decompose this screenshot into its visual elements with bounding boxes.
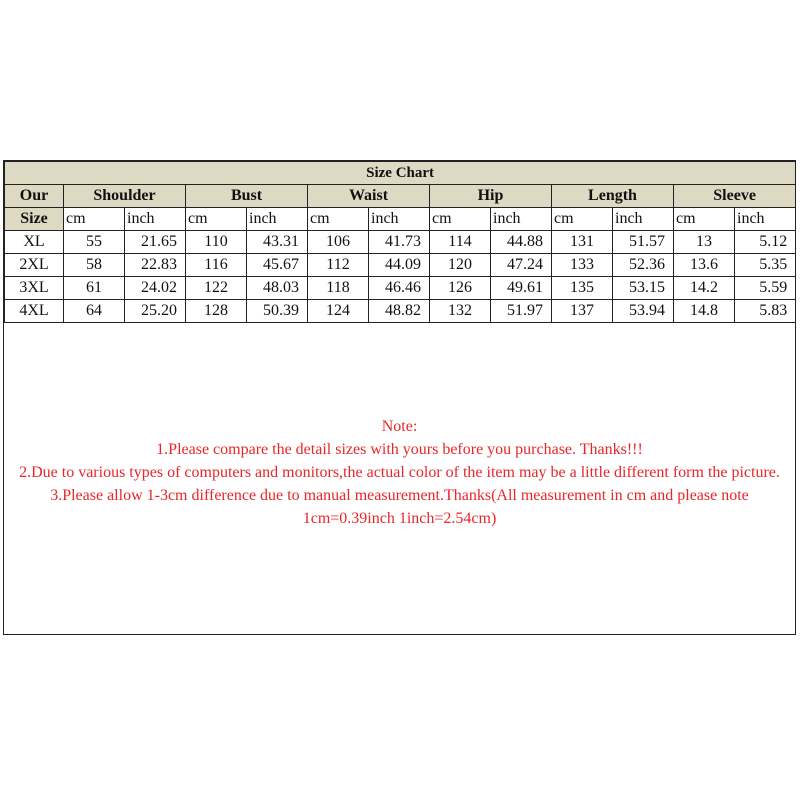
unit-cm: cm <box>64 208 125 231</box>
inch-value-cell: 5.59 <box>735 277 796 300</box>
table-row <box>5 254 796 277</box>
inch-value-cell: 46.46 <box>369 277 430 300</box>
size-cell: 2XL <box>5 254 64 277</box>
cm-value-cell: 106 <box>308 231 369 254</box>
inch-value-cell: 44.09 <box>369 254 430 277</box>
size-cell: XL <box>5 231 64 254</box>
note-line-2: 2.Due to various types of computers and monitors,the actual color of the item may be a little different form the picture. <box>19 464 780 481</box>
cm-value-cell: 64 <box>64 300 125 323</box>
cm-value-cell: 55 <box>64 231 125 254</box>
cm-value-cell: 128 <box>186 300 247 323</box>
cm-value-cell: 131 <box>552 231 613 254</box>
cm-value-cell: 110 <box>186 231 247 254</box>
inch-value-cell: 25.20 <box>125 300 186 323</box>
cm-value-cell: 14.2 <box>674 277 735 300</box>
inch-value-cell: 50.39 <box>247 300 308 323</box>
cm-value-cell: 118 <box>308 277 369 300</box>
inch-value-cell: 5.35 <box>735 254 796 277</box>
inch-value-cell: 24.02 <box>125 277 186 300</box>
cm-value-cell: 137 <box>552 300 613 323</box>
inch-value-cell: 21.65 <box>125 231 186 254</box>
waist-header: Waist <box>308 185 430 208</box>
length-header: Length <box>552 185 674 208</box>
unit-inch: inch <box>125 208 186 231</box>
unit-cm: cm <box>552 208 613 231</box>
hip-header: Hip <box>430 185 552 208</box>
inch-value-cell: 47.24 <box>491 254 552 277</box>
cm-value-cell: 13.6 <box>674 254 735 277</box>
unit-inch: inch <box>247 208 308 231</box>
unit-inch: inch <box>369 208 430 231</box>
unit-cm: cm <box>674 208 735 231</box>
unit-inch: inch <box>613 208 674 231</box>
cm-value-cell: 112 <box>308 254 369 277</box>
table-row <box>5 231 796 254</box>
unit-inch: inch <box>735 208 796 231</box>
inch-value-cell: 53.94 <box>613 300 674 323</box>
inch-value-cell: 53.15 <box>613 277 674 300</box>
inch-value-cell: 45.67 <box>247 254 308 277</box>
unit-cm: cm <box>308 208 369 231</box>
unit-cm: cm <box>186 208 247 231</box>
inch-value-cell: 44.88 <box>491 231 552 254</box>
size-chart-frame <box>3 160 796 635</box>
size-chart-table <box>4 161 796 323</box>
inch-value-cell: 48.82 <box>369 300 430 323</box>
cm-value-cell: 61 <box>64 277 125 300</box>
cm-value-cell: 114 <box>430 231 491 254</box>
cm-value-cell: 120 <box>430 254 491 277</box>
header-row <box>5 185 796 208</box>
cm-value-cell: 14.8 <box>674 300 735 323</box>
table-body <box>5 231 796 323</box>
size-header: Size <box>5 208 64 231</box>
inch-value-cell: 48.03 <box>247 277 308 300</box>
unit-inch: inch <box>491 208 552 231</box>
our-header: Our <box>5 185 64 208</box>
cm-value-cell: 122 <box>186 277 247 300</box>
note-heading: Note: <box>381 418 418 435</box>
inch-value-cell: 49.61 <box>491 277 552 300</box>
cm-value-cell: 135 <box>552 277 613 300</box>
cm-value-cell: 13 <box>674 231 735 254</box>
size-cell: 4XL <box>5 300 64 323</box>
sleeve-header: Sleeve <box>674 185 796 208</box>
inch-value-cell: 5.12 <box>735 231 796 254</box>
cm-value-cell: 116 <box>186 254 247 277</box>
unit-row <box>5 208 796 231</box>
inch-value-cell: 22.83 <box>125 254 186 277</box>
inch-value-cell: 52.36 <box>613 254 674 277</box>
table-row <box>5 277 796 300</box>
note-line-1: 1.Please compare the detail sizes with yours before you purchase. Thanks!!! <box>156 441 643 458</box>
note-line-3: 3.Please allow 1-3cm difference due to manual measurement.Thanks(All measurement in cm and please note 1cm=0.39inch 1inch=2.54cm) <box>50 487 749 527</box>
cm-value-cell: 132 <box>430 300 491 323</box>
notes-block <box>4 415 795 530</box>
inch-value-cell: 43.31 <box>247 231 308 254</box>
cm-value-cell: 124 <box>308 300 369 323</box>
cm-value-cell: 133 <box>552 254 613 277</box>
title-row <box>5 162 796 185</box>
shoulder-header: Shoulder <box>64 185 186 208</box>
cm-value-cell: 126 <box>430 277 491 300</box>
cm-value-cell: 58 <box>64 254 125 277</box>
inch-value-cell: 41.73 <box>369 231 430 254</box>
inch-value-cell: 51.97 <box>491 300 552 323</box>
size-chart-title: Size Chart <box>5 162 796 185</box>
bust-header: Bust <box>186 185 308 208</box>
unit-cm: cm <box>430 208 491 231</box>
size-cell: 3XL <box>5 277 64 300</box>
inch-value-cell: 5.83 <box>735 300 796 323</box>
inch-value-cell: 51.57 <box>613 231 674 254</box>
table-row <box>5 300 796 323</box>
